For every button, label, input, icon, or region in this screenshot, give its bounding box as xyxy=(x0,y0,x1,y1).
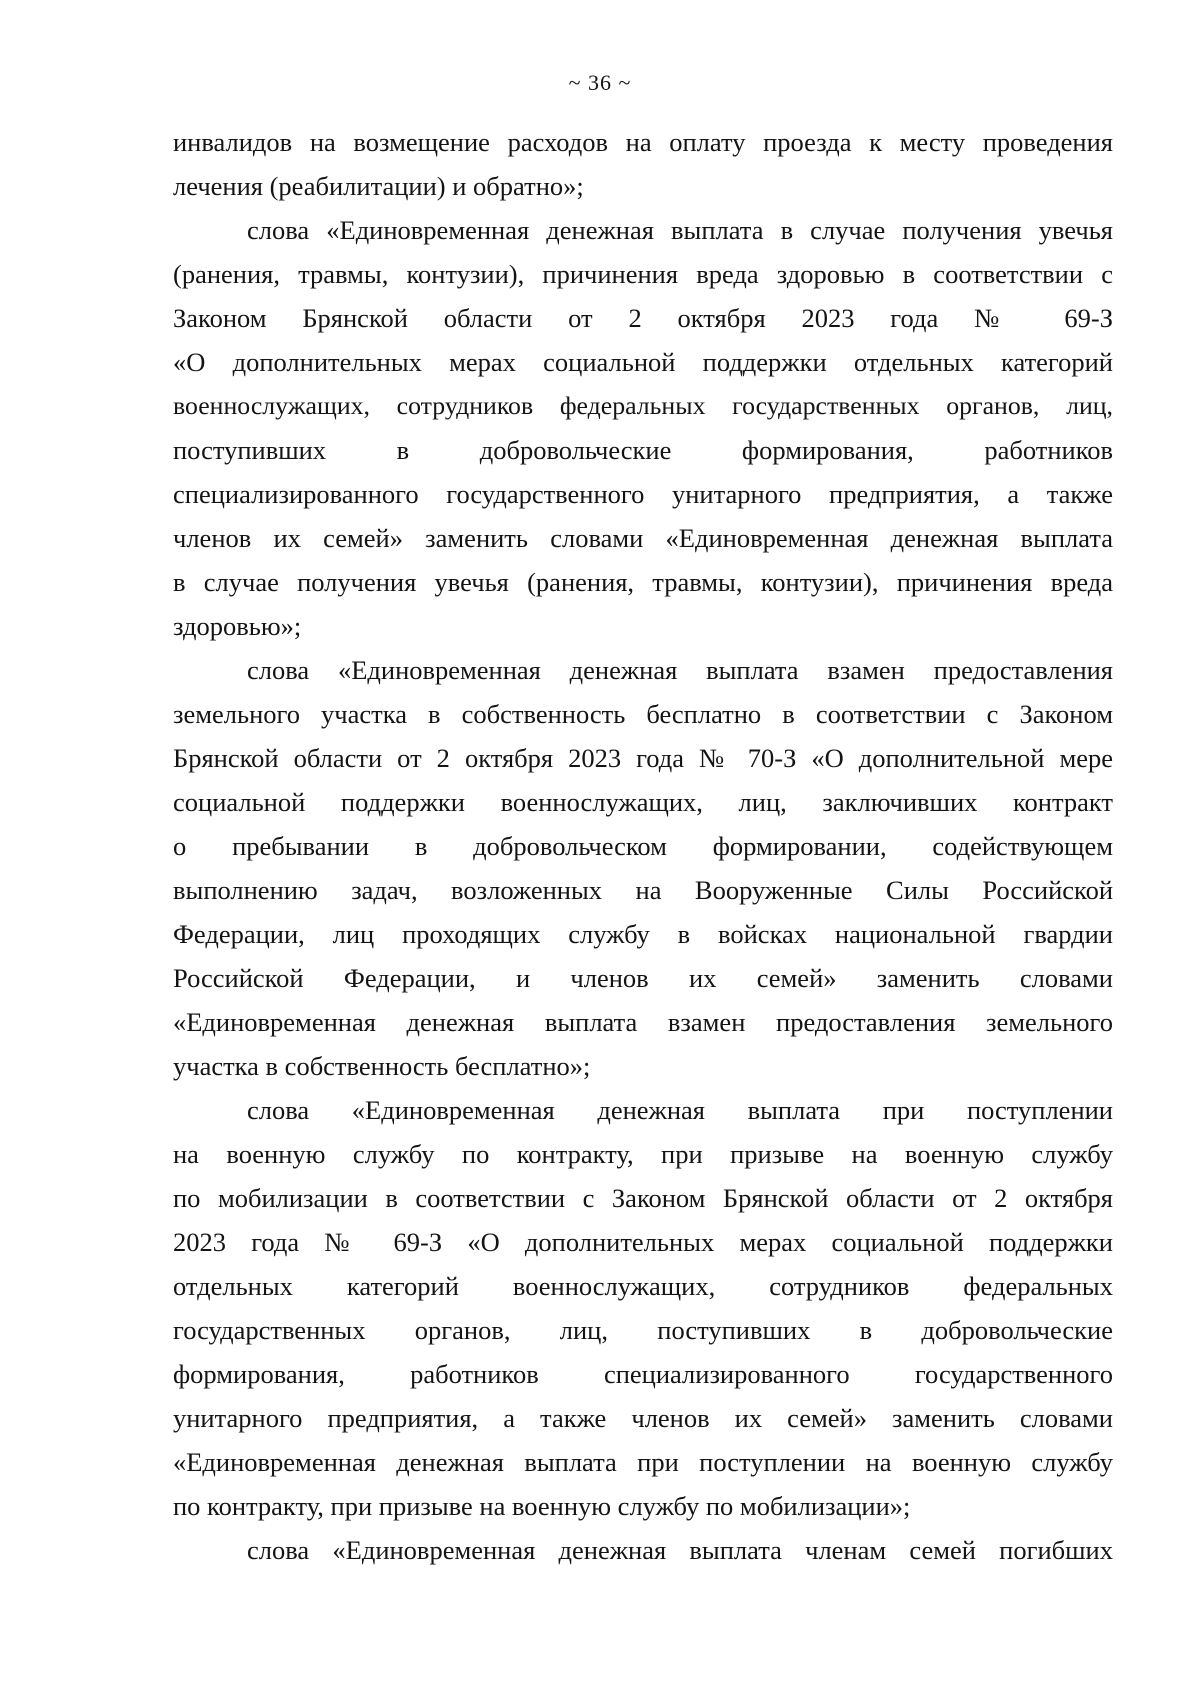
body-text xyxy=(173,120,1113,1572)
text-line: членов их семей» заменить словами «Единовременная денежная выплата xyxy=(173,523,1113,553)
text-line: Российской Федерации, и членов их семей» заменить словами xyxy=(173,963,1113,993)
text-line: формирования, работников специализированного государственного xyxy=(173,1359,1113,1389)
text-line: инвалидов на возмещение расходов на оплату проезда к месту проведения xyxy=(173,127,1113,157)
page-number: ~ 36 ~ xyxy=(568,70,632,95)
text-line: 2023 года № 69-З «О дополнительных мерах социальной поддержки xyxy=(173,1227,1113,1257)
text-line: лечения (реабилитации) и обратно»; xyxy=(173,171,584,201)
text-line: слова «Единовременная денежная выплата в случае получения увечья xyxy=(247,215,1113,245)
text-line: отдельных категорий военнослужащих, сотрудников федеральных xyxy=(173,1271,1113,1301)
text-line: Федерации, лиц проходящих службу в войсках национальной гвардии xyxy=(173,919,1113,949)
text-line: поступивших в добровольческие формирования, работников xyxy=(173,435,1113,465)
text-line: Брянской области от 2 октября 2023 года № 70-З «О дополнительной мере xyxy=(173,743,1113,773)
text-line: выполнению задач, возложенных на Вооруженные Силы Российской xyxy=(173,875,1113,905)
text-line: (ранения, травмы, контузии), причинения вреда здоровью в соответствии с xyxy=(173,259,1113,289)
text-line: на военную службу по контракту, при призыве на военную службу xyxy=(173,1139,1113,1169)
text-line: земельного участка в собственность бесплатно в соответствии с Законом xyxy=(173,699,1113,729)
text-line: «Единовременная денежная выплата взамен предоставления земельного xyxy=(173,1007,1113,1037)
text-line: «Единовременная денежная выплата при поступлении на военную службу xyxy=(173,1447,1113,1477)
text-line: по контракту, при призыве на военную службу по мобилизации»; xyxy=(173,1491,911,1521)
text-line: участка в собственность бесплатно»; xyxy=(173,1051,591,1081)
text-line: «О дополнительных мерах социальной поддержки отдельных категорий xyxy=(173,347,1113,377)
text-line: социальной поддержки военнослужащих, лиц, заключивших контракт xyxy=(173,787,1113,817)
text-line: здоровью»; xyxy=(173,611,302,641)
text-line: слова «Единовременная денежная выплата при поступлении xyxy=(247,1095,1113,1125)
text-line: слова «Единовременная денежная выплата взамен предоставления xyxy=(247,655,1113,685)
text-line: по мобилизации в соответствии с Законом Брянской области от 2 октября xyxy=(173,1183,1113,1213)
text-line: унитарного предприятия, а также членов их семей» заменить словами xyxy=(173,1403,1113,1433)
text-line: в случае получения увечья (ранения, травмы, контузии), причинения вреда xyxy=(173,567,1113,597)
text-line: специализированного государственного унитарного предприятия, а также xyxy=(173,479,1113,509)
text-line: слова «Единовременная денежная выплата членам семей погибших xyxy=(247,1535,1113,1565)
text-line: Законом Брянской области от 2 октября 2023 года № 69-З xyxy=(173,303,1113,333)
text-line: военнослужащих, сотрудников федеральных государственных органов, лиц, xyxy=(173,391,1113,420)
text-line: государственных органов, лиц, поступивших в добровольческие xyxy=(173,1315,1113,1345)
text-line: о пребывании в добровольческом формировании, содействующем xyxy=(173,831,1113,861)
